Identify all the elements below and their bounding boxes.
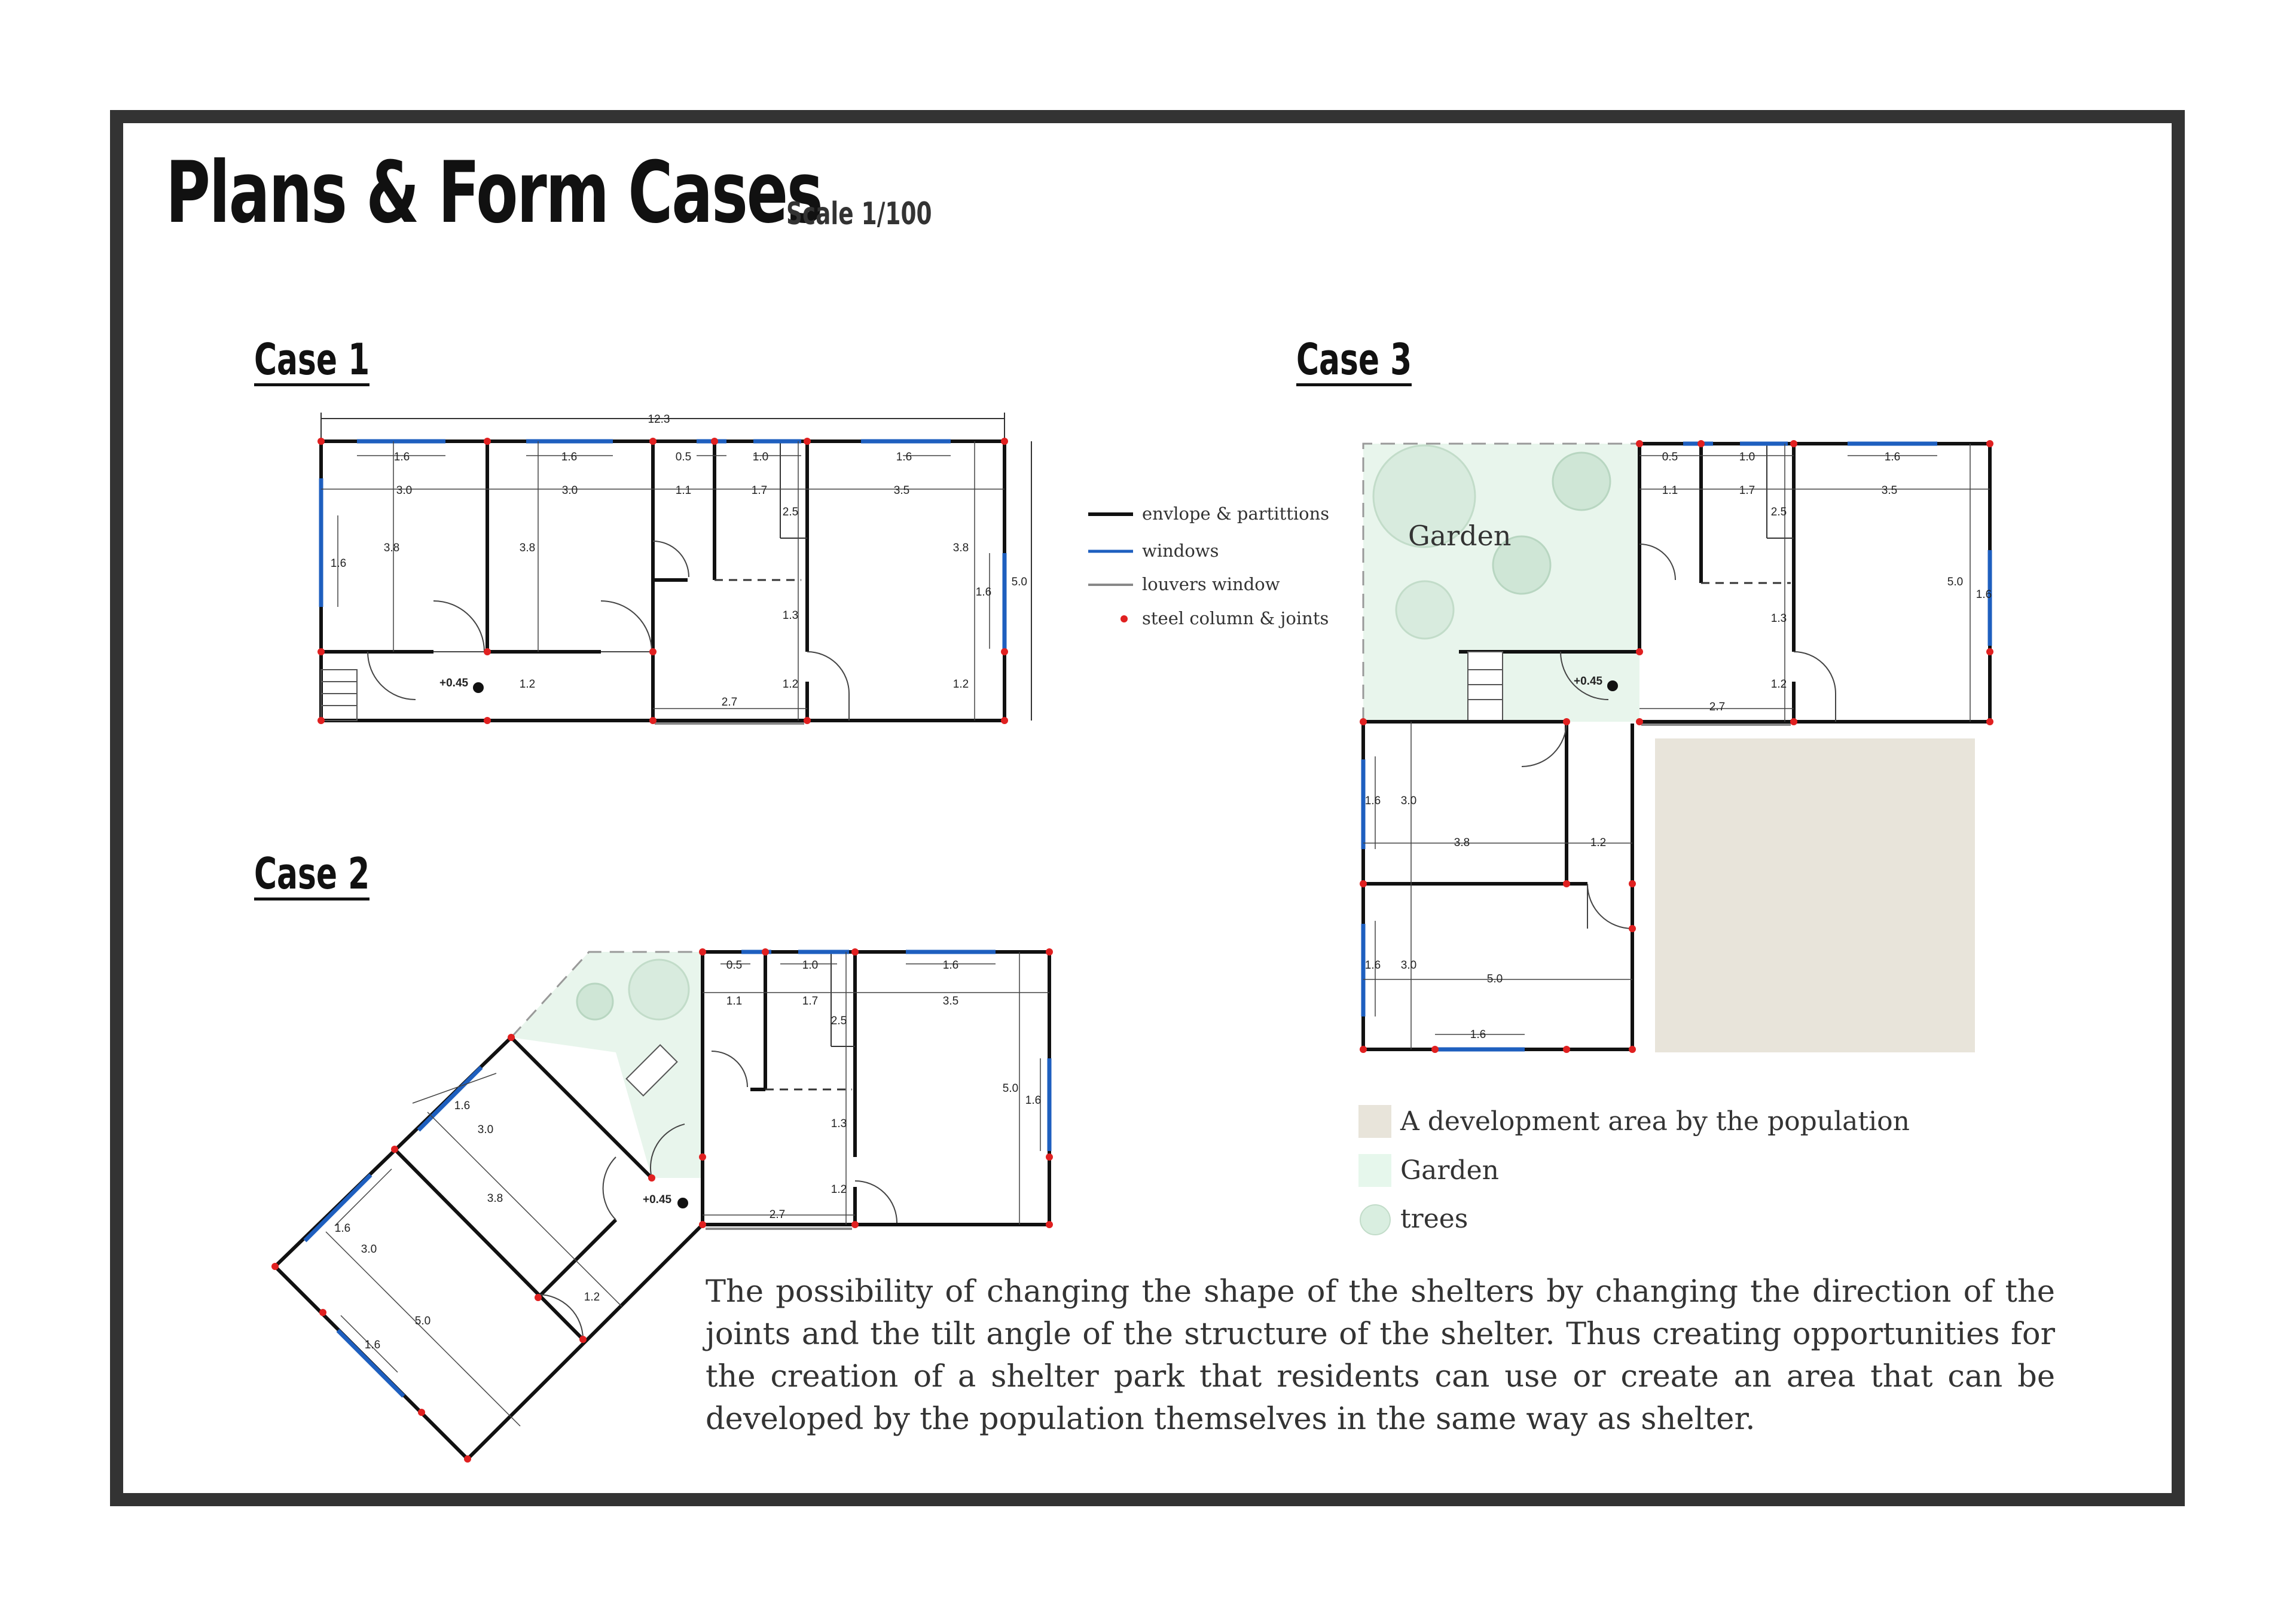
- case1-dim-w1: 1.6: [393, 451, 410, 463]
- case3-dim-d1: 2.5: [1770, 506, 1787, 518]
- case2-dim-win: 1.6: [1025, 1094, 1042, 1107]
- scale-label: Scale 1/100: [786, 196, 932, 232]
- development-area: [1655, 738, 1975, 1052]
- case3-dim-b1: 1.6: [1364, 795, 1381, 807]
- case2-dim-a6: 5.0: [414, 1315, 431, 1327]
- legend-lines: [1088, 503, 1329, 628]
- case1-dim-r2: 3.0: [561, 484, 578, 497]
- case2-dim-a4: 1.6: [334, 1222, 351, 1235]
- case2-dim-d2: 1.3: [831, 1118, 847, 1130]
- case3-dim-d2: 1.3: [1770, 612, 1787, 625]
- case2-dim-d3: 1.2: [831, 1183, 847, 1196]
- case1-depth-dim: 5.0: [1011, 576, 1027, 588]
- case1-elevation-mark: +0.45: [439, 677, 469, 689]
- legend-windows-label: windows: [1142, 541, 1219, 561]
- case1-dim-d3: 1.2: [519, 678, 536, 691]
- case3-dim-b2: 3.0: [1400, 795, 1417, 807]
- case2-elevation-mark: +0.45: [643, 1193, 672, 1206]
- legend-development-label: A development area by the population: [1400, 1106, 1910, 1137]
- case1-dim-r1: 3.0: [396, 484, 413, 497]
- case3-dim-b5: 1.6: [1364, 959, 1381, 972]
- case3-dim-w3: 0.5: [1662, 451, 1678, 463]
- case1-dim-h2: 3.8: [519, 542, 536, 554]
- legend-louvers-label: louvers window: [1142, 574, 1280, 594]
- case2-dim-w5: 1.6: [942, 959, 959, 972]
- case2-dim-a1: 1.6: [454, 1100, 471, 1112]
- case2-title: Case 2: [254, 852, 370, 900]
- legend-garden-label: Garden: [1400, 1155, 1499, 1186]
- case1-dim-d5: 1.2: [952, 678, 969, 691]
- case2-dim-w3: 0.5: [726, 959, 743, 972]
- case3-dim-r4: 1.7: [1739, 484, 1755, 497]
- case1-dim-h3: 3.8: [952, 542, 969, 554]
- garden-label: Garden: [1408, 520, 1512, 552]
- case3-dim-b7: 5.0: [1486, 973, 1503, 985]
- case1-plan: [317, 413, 1031, 724]
- case3-dim-r3: 1.1: [1662, 484, 1678, 497]
- case2-dim-r3: 1.1: [726, 995, 743, 1008]
- case1-dim-w2: 1.6: [561, 451, 578, 463]
- case1-dim-r5: 3.5: [893, 484, 910, 497]
- case1-title: Case 1: [254, 338, 370, 386]
- case2-dim-a7: 1.6: [364, 1339, 381, 1351]
- legend-columns-label: steel column & joints: [1142, 608, 1329, 628]
- case1-dim-d2: 1.3: [782, 609, 799, 622]
- case1-dim-r3: 1.1: [675, 484, 692, 497]
- page-title: Plans & Form Cases: [166, 144, 822, 242]
- case1-dim-w3: 0.5: [675, 451, 692, 463]
- case2-dim-a5: 3.0: [361, 1243, 377, 1256]
- case3-dim-win: 1.6: [1976, 588, 1992, 601]
- case1-dim-w4: 1.0: [752, 451, 769, 463]
- case3-plan: [1360, 440, 1993, 1053]
- legend-trees-label: trees: [1400, 1204, 1468, 1234]
- case1-dim-r4: 1.7: [751, 484, 768, 497]
- case2-dim-a2: 3.0: [477, 1124, 494, 1136]
- case3-elevation-mark: +0.45: [1574, 675, 1603, 688]
- description-paragraph: The possibility of changing the shape of the shelters by changing the direction of the joints and the tilt angle of the structure of the shelter. Thus creating opportunities for the creation of a shelter park that residents can use or create an area that can be developed by the population themselves in the same way as shelter.: [706, 1274, 2055, 1437]
- case2-dim-a8: 1.2: [584, 1291, 600, 1304]
- case2-dim-r4: 1.7: [802, 995, 819, 1008]
- case3-dim-depth: 5.0: [1947, 576, 1964, 588]
- case1-overall-dim: 12.3: [648, 413, 670, 426]
- legend-areas: [1358, 1105, 1910, 1235]
- case2-dim-r5: 3.5: [942, 995, 959, 1008]
- case2-dim-d1: 2.5: [831, 1015, 847, 1027]
- case3-dim-w4: 1.0: [1739, 451, 1755, 463]
- legend-envelope-label: envlope & partittions: [1142, 503, 1330, 524]
- case2-dim-kitchen: 2.7: [769, 1208, 786, 1221]
- case3-dim-d3: 1.2: [1770, 678, 1787, 691]
- case1-dim-h1: 3.8: [383, 542, 400, 554]
- case3-dim-b6: 3.0: [1400, 959, 1417, 972]
- case1-dim-d4: 1.2: [782, 678, 799, 691]
- case1-dim-kitchen: 2.7: [721, 696, 738, 709]
- case1-dim-w5: 1.6: [896, 451, 912, 463]
- case1-dim-win1: 1.6: [330, 557, 347, 570]
- case2-dim-a3: 3.8: [487, 1192, 503, 1205]
- case3-dim-b4: 1.2: [1590, 837, 1607, 849]
- case1-dim-d1: 2.5: [782, 506, 799, 518]
- case2-dim-depth: 5.0: [1002, 1082, 1019, 1095]
- case3-dim-r5: 3.5: [1881, 484, 1898, 497]
- case3-dim-kitchen: 2.7: [1709, 701, 1726, 713]
- case1-dim-win2: 1.6: [975, 586, 992, 599]
- case3-dim-b3: 3.8: [1454, 837, 1470, 849]
- case3-title: Case 3: [1296, 338, 1412, 386]
- case3-dim-b8: 1.6: [1470, 1028, 1486, 1041]
- case2-dim-w4: 1.0: [802, 959, 819, 972]
- case1-elevation-symbol: [473, 682, 484, 693]
- case3-dim-w5: 1.6: [1884, 451, 1901, 463]
